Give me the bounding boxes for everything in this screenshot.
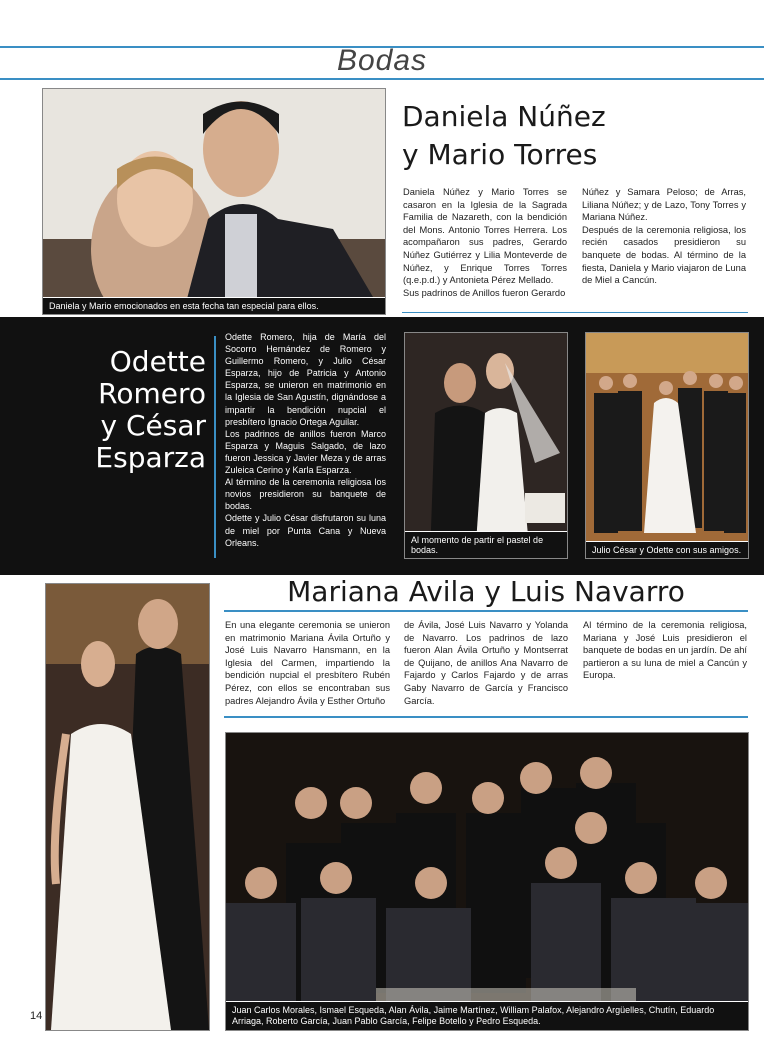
article1-title-line1: Daniela Núñez: [402, 100, 606, 133]
top-rule-2: [0, 78, 764, 80]
photo-caption: Juan Carlos Morales, Ismael Esqueda, Alan Ávila, Jaime Martínez, William Palafox, Alejandro Argüelles, Chutín, Eduardo Arriaga, Roberto García, Juan Pablo García, Felipe Botello y Pedro Esqueda.: [226, 1001, 748, 1030]
cake-cutting-photo: [404, 332, 568, 559]
paragraph: Sus padrinos de Anillos fueron Gerardo: [403, 287, 566, 298]
article3-title: Mariana Avila y Luis Navarro: [287, 575, 685, 608]
photo-caption: Al momento de partir el pastel de bodas.: [405, 531, 567, 558]
article3-col3: Al término de la ceremonia religiosa, Mariana y José Luis presidieron el banquete de bodas en un jardín. De ahí partieron a su luna de miel a Cancún y Europa.: [583, 620, 747, 681]
article2-title-line: Esparza: [95, 441, 206, 474]
paragraph: Daniela Núñez y Mario Torres se casaron en la Iglesia de la Sagrada Familia de Nazareth, con la bendición del Mons. Antonio Torres Herrera. Los acompañaron sus padres, Gerardo Núñez Gutiérrez y Lilia Monteverde de Núñez, y Enrique Torres Torres (q.e.p.d.) y Antonieta Pérez Mellado.: [403, 187, 567, 286]
paragraph: Núñez y Samara Peloso; de Arras, Liliana Núñez; y de Lazo, Tony Torres y Mariana Núñez.: [582, 187, 746, 223]
paragraph: Después de la ceremonia religiosa, los recién casados presidieron su banquete de bodas. Al término de la fiesta, Daniela y Mario viajaron de Luna de Miel a Cancún.: [582, 224, 746, 286]
paragraph: Los padrinos de anillos fueron Marco Esparza y Maguis Salgado, de lazo fueron Jessica y Javier Meza y de arras Zuleica Cerino y Karla Esparza.: [225, 428, 386, 476]
article2-text: [225, 331, 386, 549]
article3-col2: de Ávila, José Luis Navarro y Yolanda de Navarro. Los padrinos de lazo fueron Alan Ávila Ortuño y Montserrat de Quijano, de anillos Ana Navarro de Fajardo y Carlos Fajardo y de arras Gaby Navarro de García y Francisco García.: [404, 620, 568, 706]
section-title: Bodas: [336, 44, 428, 77]
couple-with-friends-photo: [585, 332, 749, 559]
group-photo-art: [226, 733, 748, 1030]
article1-title-line2: y Mario Torres: [402, 138, 598, 171]
article3-bottom-rule: [224, 716, 748, 718]
article2-title-line: Romero: [98, 377, 206, 410]
couple-photo-mariana-luis: [45, 583, 210, 1031]
paragraph: Al término de la ceremonia religiosa los novios presidieron su banquete de bodas.: [225, 477, 386, 512]
article1-bottom-rule: [402, 312, 748, 313]
groomsmen-group-photo: [225, 732, 749, 1031]
article3-col1: En una elegante ceremonia se unieron en matrimonio Mariana Ávila Ortuño y José Luis Navarro Hansmann, en la Iglesia del Carmen, impartiendo la bendición nupcial el presbítero Rubén Pérez, con ellos se encontraban sus padres Alejandro Ávila y Esther Ortuño: [225, 620, 390, 706]
photo-caption: Daniela y Mario emocionados en esta fecha tan especial para ellos.: [43, 297, 385, 314]
article2-divider: [214, 336, 216, 558]
article3-title-rule: [224, 610, 748, 612]
couple-photo-daniela-mario: [42, 88, 386, 315]
friends-photo-art: [586, 333, 748, 558]
article2-title-line: Odette: [109, 345, 206, 378]
couple-photo-art: [43, 89, 385, 314]
couple3-photo-art: [46, 584, 209, 1030]
article1-title: [402, 98, 606, 174]
article1-col2: [582, 186, 746, 287]
paragraph: Odette Romero, hija de María del Socorro Hernández de Romero y Guillermo Romero, y Julio César Esparza, hijo de Patricia y Antonio Esparza, se unieron en matrimonio en la Iglesia de San Agustín, dignándose a impartir la bendición nupcial el presbítero Ignacio Ortega Aguilar.: [225, 332, 386, 427]
article2-title: [60, 346, 206, 474]
article2-title-line: y César: [100, 409, 206, 442]
photo-caption: Julio César y Odette con sus amigos.: [586, 541, 748, 558]
cake-photo-art: [405, 333, 567, 558]
page-number: 14: [30, 1010, 43, 1022]
paragraph: Odette y Julio César disfrutaron su luna de miel por Punta Cana y Nueva Orleans.: [225, 513, 386, 548]
article1-col1: [403, 186, 567, 299]
